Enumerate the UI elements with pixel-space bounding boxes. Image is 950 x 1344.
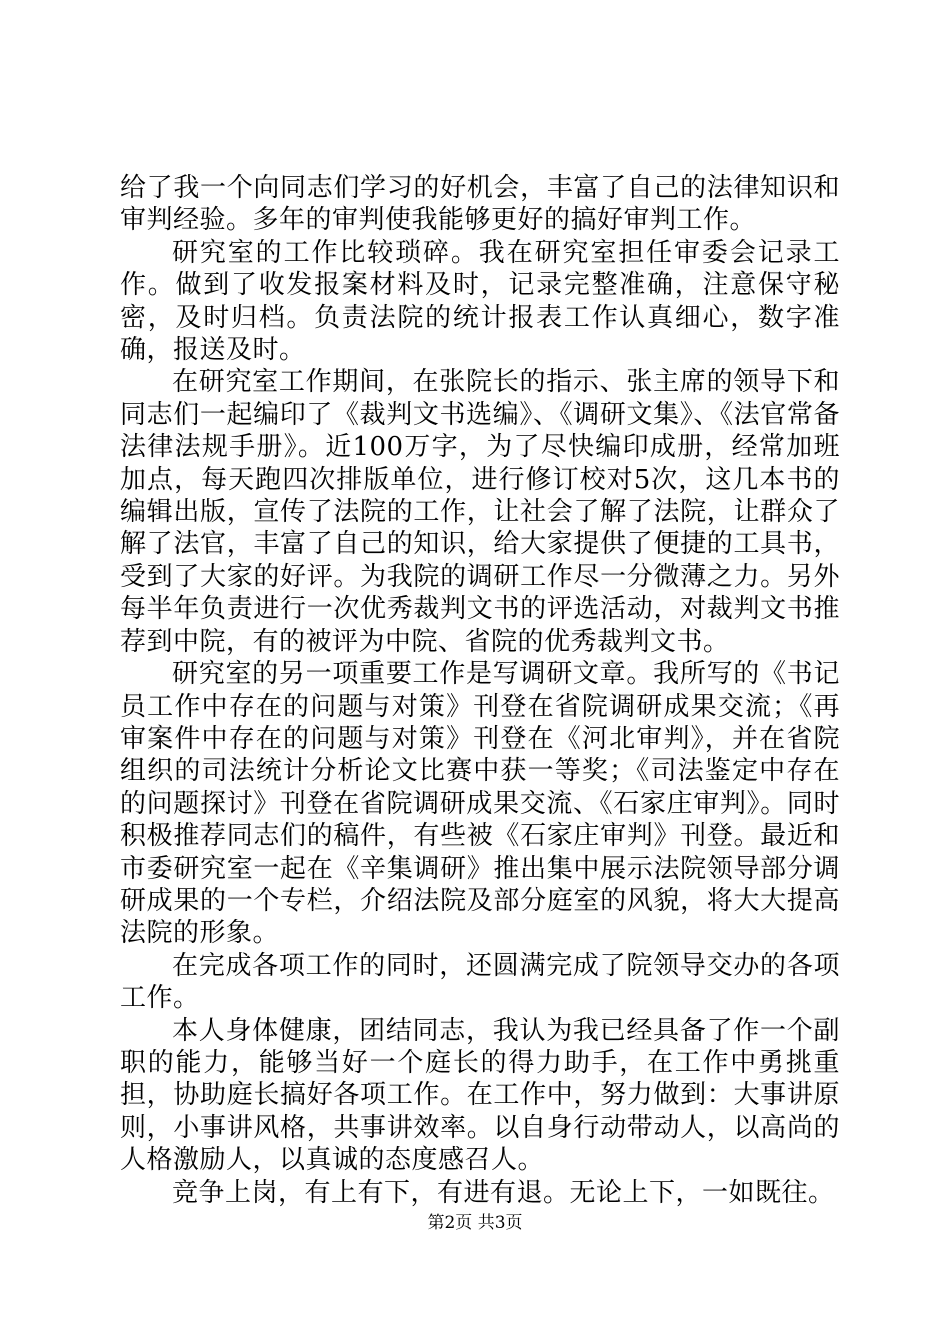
paragraph-other-tasks: 在完成各项工作的同时，还圆满完成了院领导交办的各项工作。 xyxy=(120,950,840,1014)
paragraph-continued: 给了我一个向同志们学习的好机会，丰富了自己的法律知识和审判经验。多年的审判使我能够更好的搞好审判工作。 xyxy=(120,173,840,236)
paragraph-self-assessment: 本人身体健康，团结同志，我认为我已经具备了作一个副职的能力，能够当好一个庭长的得力助手，在工作中勇挑重担，协助庭长搞好各项工作。在工作中，努力做到：大事讲原则，小事讲风格，共事讲效率。以自身行动带动人，以高尚的人格激励人，以真诚的态度感召人。 xyxy=(120,1015,840,1176)
paragraph-editing-publications: 在研究室工作期间，在张院长的指示、张主席的领导下和同志们一起编印了《裁判文书选编》、《调研文集》、《法官常备法律法规手册》。近100万字，为了尽快编印成册，经常加班加点，每天跑四次排版单位，进行修订校对5次，这几本书的编辑出版，宣传了法院的工作，让社会了解了法院，让群众了解了法官，丰富了自己的知识，给大家提供了便捷的工具书，受到了大家的好评。为我院的调研工作尽一分微薄之力。另外每半年负责进行一次优秀裁判文书的评选活动，对裁判文书推荐到中院，有的被评为中院、省院的优秀裁判文书。 xyxy=(120,367,840,657)
paragraph-research-office-duties: 研究室的工作比较琐碎。我在研究室担任审委会记录工作。做到了收发报案材料及时，记录完整准确，注意保守秘密，及时归档。负责法院的统计报表工作认真细心，数字准确，报送及时。 xyxy=(120,237,840,366)
document-body xyxy=(120,172,840,1209)
page-footer: 第2页 共3页 xyxy=(427,1213,523,1233)
paragraph-closing: 竞争上岗，有上有下，有进有退。无论上下，一如既往。 xyxy=(172,1177,835,1208)
paragraph-research-articles: 研究室的另一项重要工作是写调研文章。我所写的《书记员工作中存在的问题与对策》刊登在省院调研成果交流；《再审案件中存在的问题与对策》刊登在《河北审判》，并在省院组织的司法统计分析论文比赛中获一等奖；《司法鉴定中存在的问题探讨》刊登在省院调研成果交流、《石家庄审判》。同时积极推荐同志们的稿件，有些被《石家庄审判》刊登。最近和市委研究室一起在《辛集调研》推出集中展示法院领导部分调研成果的一个专栏，介绍法院及部分庭室的风貌，将大大提高法院的形象。 xyxy=(120,659,840,949)
